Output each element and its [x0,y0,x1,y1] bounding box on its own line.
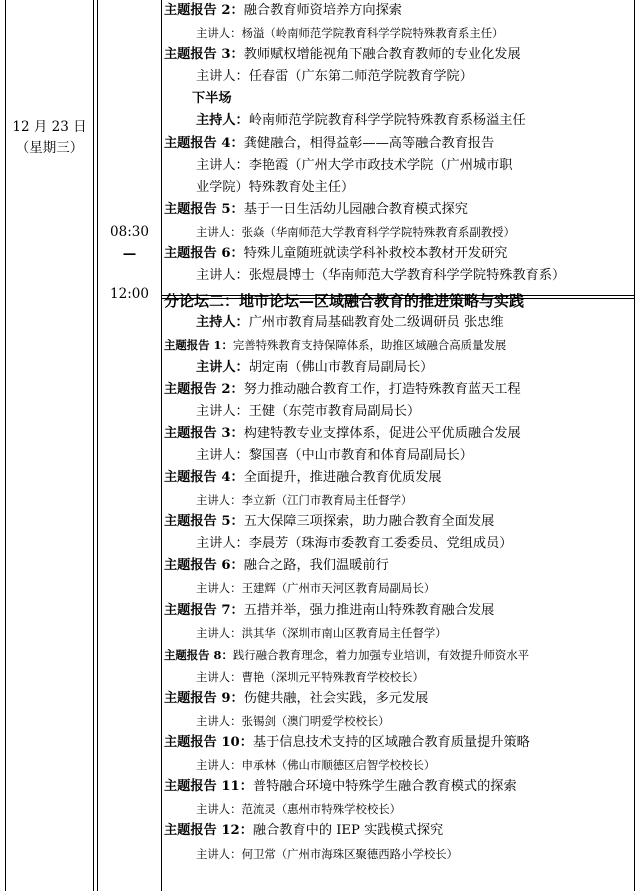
agenda-row-report [164,644,632,666]
agenda-row-report [164,511,632,533]
report-label: 主题报告 1： [164,338,233,353]
speaker-text: 杨溢（岭南师范学院教育科学学院特殊教育系主任） [241,26,504,41]
agenda-row-report [164,44,632,66]
speaker-label: 主讲人： [196,802,242,817]
agenda-row-forum [164,287,632,312]
agenda-row-report [164,133,632,155]
speaker-label: 主讲人： [196,403,249,419]
speaker-label: 主讲人： [196,447,249,463]
agenda-row-host [164,312,632,334]
report-text: 五大保障三项探索，助力融合教育全面发展 [243,514,495,530]
speaker-label: 主讲人： [196,669,242,684]
speaker-text: 李晨芳（珠海市委教育工委委员、党组成员） [248,536,513,552]
agenda-row-speaker [164,754,632,776]
speaker-label: 主讲人： [196,536,249,552]
wrap-text: 业学院）特殊教育处主任） [196,179,355,195]
speaker-label: 主讲人： [196,157,249,173]
speaker-text: 胡定南（佛山市教育局副局长） [248,359,434,375]
date-weekday: （星期三） [15,140,84,156]
agenda-row-speaker [164,357,632,379]
report-label: 主题报告 5： [164,201,244,217]
agenda-row-report [164,0,632,22]
speaker-label: 主讲人： [196,758,242,773]
report-text: 全面提升，推进融合教育优质发展 [243,469,442,485]
agenda-row-speaker [164,622,632,644]
report-text: 基于一日生活幼儿园融合教育模式探究 [243,201,468,217]
report-label: 主题报告 3： [164,425,244,441]
agenda-row-speaker [164,66,632,88]
table-border-date [93,0,94,891]
agenda-row-report [164,423,632,445]
report-label: 主题报告 3： [164,47,244,63]
report-label: 主题报告 6： [164,246,244,262]
report-text: 龚健融合，相得益彰——高等融合教育报告 [243,135,495,151]
forum-text: 地市论坛—区域融合教育的推进策略与实践 [239,292,525,311]
speaker-text: 曹艳（深圳元平特殊教育学校校长） [241,669,424,684]
agenda-row-report [164,243,632,265]
date-day: 12 月 23 日 [12,119,87,135]
agenda-row-report [164,199,632,221]
report-text: 完善特殊教育支持保障体系，助推区域融合高质量发展 [232,338,507,353]
report-label: 主题报告 5： [164,514,244,530]
speaker-text: 李艳霞（广州大学市政技术学院（广州城市职 [248,157,513,173]
time-end: 12:00 [110,286,149,302]
table-border-time [97,0,98,891]
speaker-text: 何卫常（广州市海珠区聚德西路小学校长） [241,846,459,861]
report-label: 主题报告 2： [164,381,244,397]
speaker-label: 主讲人： [196,493,242,508]
report-text: 构建特教专业支撑体系，促进公平优质融合发展 [243,425,521,441]
speaker-text: 洪其华（深圳市南山区教育局主任督学） [241,625,447,640]
report-label: 主题报告 10： [164,735,253,751]
report-label: 主题报告 6： [164,558,244,574]
speaker-label: 主讲人： [196,846,242,861]
report-text: 普特融合环境中特殊学生融合教育模式的探索 [252,779,517,795]
speaker-label: 主讲人： [196,224,242,239]
host-text: 岭南师范学院教育科学学院特殊教育系杨溢主任 [248,113,526,129]
report-text: 融合教育中的 IEP 实践模式探究 [252,823,444,839]
agenda-row-speaker [164,445,632,467]
agenda-row-speaker [164,577,632,599]
host-label: 主持人： [196,315,249,331]
table-border-content [161,0,162,891]
agenda-row-report [164,555,632,577]
report-label: 主题报告 11： [164,779,253,795]
agenda-row-wrap [164,177,632,199]
report-label: 主题报告 9： [164,690,244,706]
speaker-text: 任春雷（广东第二师范学院教育学院） [248,69,473,85]
agenda-row-report [164,600,632,622]
table-border-right [634,0,635,891]
agenda-row-speaker [164,533,632,555]
session-label: 下半场 [192,91,232,107]
time-start: 08:30 [110,224,149,240]
agenda-list [164,0,632,865]
host-text: 广州市教育局基础教育处二级调研员 张忠维 [248,315,504,331]
report-label: 主题报告 12： [164,823,253,839]
report-text: 特殊儿童随班就读学科补救校本教材开发研究 [243,246,508,262]
speaker-text: 张焱（华南师范大学教育科学学院特殊教育系副教授） [241,224,515,239]
report-text: 践行融合教育理念，着力加强专业培训，有效提升师资水平 [232,647,530,662]
speaker-label: 主讲人： [196,714,242,728]
speaker-label: 主讲人： [196,268,249,284]
agenda-row-session [164,88,632,110]
report-text: 伤健共融，社会实践，多元发展 [243,690,429,706]
speaker-label: 主讲人： [196,581,242,596]
speaker-text: 李立新（江门市教育局主任督学） [241,493,413,508]
report-text: 融合教育师资培养方向探索 [243,3,402,18]
speaker-text: 范流灵（惠州市特殊学校校长） [241,802,402,817]
speaker-text: 王建辉（广州市天河区教育局副局长） [241,581,436,596]
report-label: 主题报告 4： [164,135,244,151]
speaker-text: 黎国喜（中山市教育和体育局副局长） [248,447,473,463]
forum-label: 分论坛二： [164,292,240,311]
agenda-row-report [164,688,632,710]
report-label: 主题报告 2： [164,3,244,18]
agenda-row-speaker [164,710,632,732]
report-text: 教师赋权增能视角下融合教育教师的专业化发展 [243,47,521,63]
speaker-text: 张锡剑（澳门明爱学校校长） [241,714,390,728]
speaker-label: 主讲人： [196,26,242,41]
report-label: 主题报告 7： [164,602,244,618]
agenda-row-speaker [164,221,632,243]
report-text: 基于信息技术支持的区域融合教育质量提升策略 [252,735,530,751]
report-label: 主题报告 8： [164,647,233,662]
agenda-row-host [164,110,632,132]
agenda-row-report [164,379,632,401]
agenda-row-speaker [164,489,632,511]
agenda-row-report [164,334,632,356]
agenda-row-report [164,732,632,754]
speaker-text: 王健（东莞市教育局副局长） [248,403,421,419]
agenda-row-speaker [164,155,632,177]
report-text: 五措并举，强力推进南山特殊教育融合发展 [243,602,495,618]
speaker-label: 主讲人： [196,359,249,375]
agenda-row-speaker [164,265,632,287]
report-text: 融合之路，我们温暖前行 [243,558,389,574]
agenda-row-speaker [164,666,632,688]
agenda-row-report [164,776,632,798]
time-dash: — [122,246,137,262]
report-label: 主题报告 4： [164,469,244,485]
speaker-label: 主讲人： [196,625,242,640]
agenda-row-speaker [164,22,632,44]
report-text: 努力推动融合教育工作，打造特殊教育蓝天工程 [243,381,521,397]
speaker-label: 主讲人： [196,69,249,85]
speaker-text: 张煜晨博士（华南师范大学教育科学学院特殊教育系） [248,268,566,284]
agenda-row-speaker [164,798,632,820]
agenda-row-speaker [164,843,632,865]
agenda-row-speaker [164,401,632,423]
agenda-row-report [164,467,632,489]
agenda-row-report [164,820,632,842]
host-label: 主持人： [196,113,249,129]
speaker-text: 申承林（佛山市顺德区启智学校校长） [241,758,436,773]
